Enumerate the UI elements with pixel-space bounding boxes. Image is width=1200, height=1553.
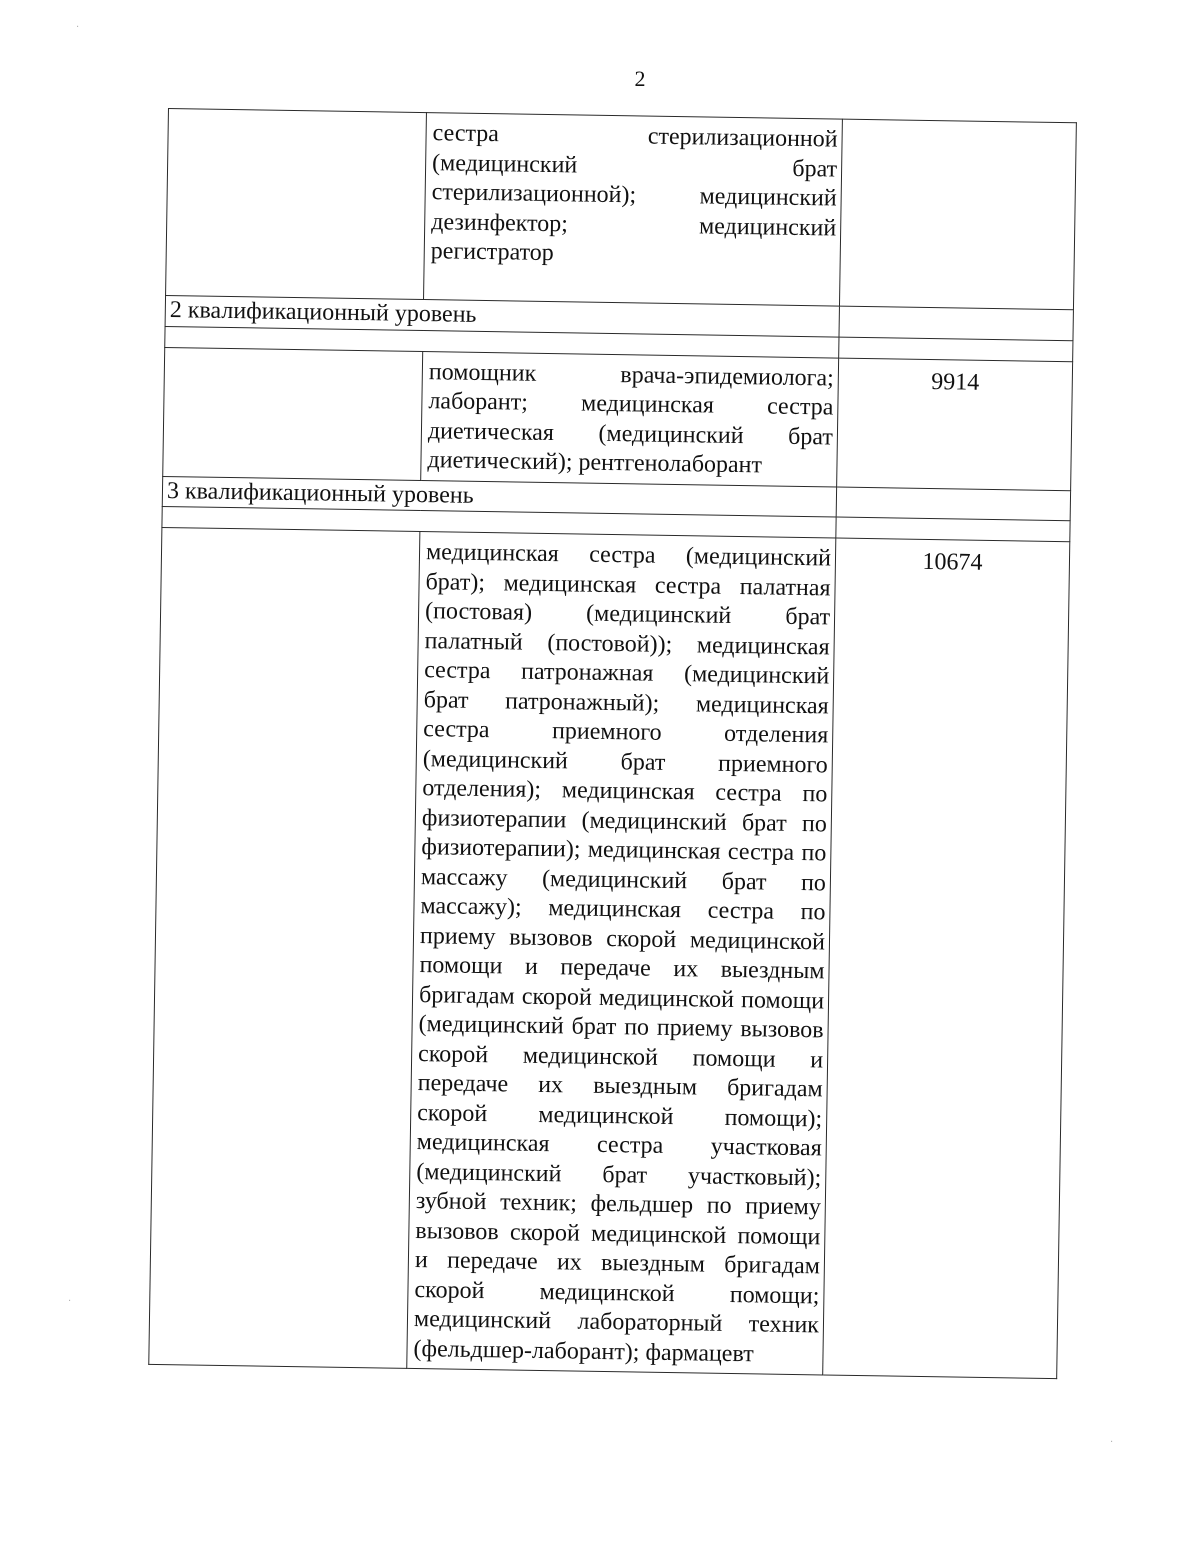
level-label: 2 квалификационный уровень [165, 295, 839, 336]
position-list-cell: сестра стерилизационной (медицинский брат стерилизационной); медицинский дезинфектор; медицинский регистратор [424, 113, 843, 307]
empty-cell [836, 487, 1070, 521]
page-number: 2 [634, 66, 646, 91]
table-row [166, 109, 1077, 310]
scan-speck: · [76, 22, 80, 33]
empty-cell [163, 347, 423, 480]
scan-speck: · [68, 1296, 72, 1307]
qualification-table [148, 108, 1077, 1379]
position-list-cell: помощник врача-эпидемиолога; лаборант; медицинская сестра диетическая (медицинский брат диетический); рентгенолаборант [421, 351, 839, 487]
empty-cell [166, 109, 427, 300]
table-row [163, 347, 1073, 490]
salary-value: 10674 [823, 538, 1070, 1379]
salary-value: 9914 [837, 358, 1073, 491]
empty-cell [149, 527, 420, 1368]
table-row [149, 527, 1070, 1378]
empty-cell [839, 119, 1076, 310]
position-list-cell: медицинская сестра (медицинский брат); медицинская сестра палатная (постовая) (медицинский брат палатный (постовой)); медицинская сестра патронажная (медицинский брат патронажный); медицинская сестра приемного отделения (медицинский брат приемного отделения); медицинская сестра по физиотерапии (медицинский брат по физиотерапии); медицинская сестра по массажу (медицинский брат по массажу); медицинская сестра по приему вызовов скорой медицинской помощи и передаче их выездным бригадам скорой медицинской помощи (медицинский брат по приему вызовов скорой медицинской помощи и передаче их выездным бригадам скорой медицинской помощи); медицинская сестра участковая (медицинский брат участковый); зубной техник; фельдшер по приему вызовов скорой медицинской помощи и передаче их выездным бригадам скорой медицинской помощи; медицинский лабораторный техник (фельдшер-лаборант); фармацевт [407, 532, 836, 1375]
document-sheet [148, 108, 1076, 1379]
empty-cell [839, 306, 1073, 340]
level-label: 3 квалификационный уровень [162, 476, 836, 517]
scan-speck: · [1110, 1437, 1114, 1448]
